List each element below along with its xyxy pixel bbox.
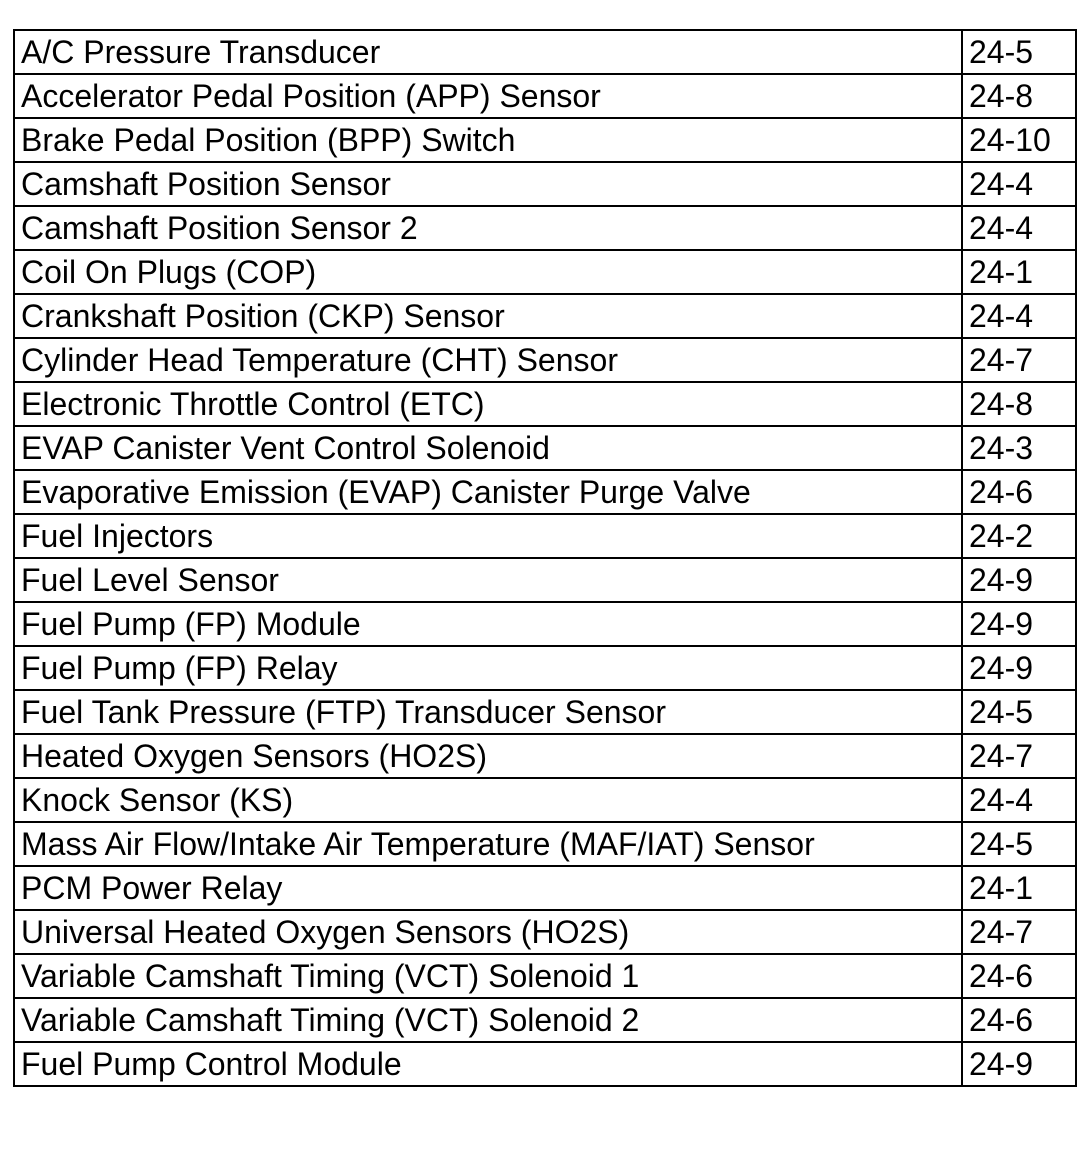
location-cell: 24-5 [962,822,1076,866]
location-cell: 24-5 [962,690,1076,734]
table-row [14,646,1076,690]
component-name-cell: Cylinder Head Temperature (CHT) Sensor [14,338,962,382]
component-name-cell: Accelerator Pedal Position (APP) Sensor [14,74,962,118]
location-cell: 24-7 [962,338,1076,382]
table-row [14,162,1076,206]
component-location-table [13,29,1077,1087]
location-cell: 24-10 [962,118,1076,162]
table-row [14,470,1076,514]
component-name-cell: Fuel Injectors [14,514,962,558]
component-name-cell: EVAP Canister Vent Control Solenoid [14,426,962,470]
location-cell: 24-3 [962,426,1076,470]
component-name-cell: Fuel Level Sensor [14,558,962,602]
table-row [14,954,1076,998]
component-name-cell: Mass Air Flow/Intake Air Temperature (MAF/IAT) Sensor [14,822,962,866]
table-row [14,602,1076,646]
component-name-cell: Fuel Pump (FP) Module [14,602,962,646]
component-name-cell: PCM Power Relay [14,866,962,910]
component-name-cell: Fuel Pump (FP) Relay [14,646,962,690]
table-row [14,910,1076,954]
location-cell: 24-9 [962,602,1076,646]
table-row [14,74,1076,118]
table-row [14,866,1076,910]
table-row [14,206,1076,250]
table-row [14,734,1076,778]
location-cell: 24-6 [962,470,1076,514]
location-cell: 24-9 [962,558,1076,602]
component-name-cell: Crankshaft Position (CKP) Sensor [14,294,962,338]
location-cell: 24-4 [962,162,1076,206]
component-name-cell: Electronic Throttle Control (ETC) [14,382,962,426]
table-row [14,294,1076,338]
location-cell: 24-4 [962,206,1076,250]
table-row [14,778,1076,822]
table-row [14,426,1076,470]
table-row [14,338,1076,382]
table-row [14,514,1076,558]
location-cell: 24-8 [962,74,1076,118]
component-name-cell: Universal Heated Oxygen Sensors (HO2S) [14,910,962,954]
table-row [14,382,1076,426]
table-row [14,822,1076,866]
component-name-cell: Variable Camshaft Timing (VCT) Solenoid 2 [14,998,962,1042]
location-cell: 24-8 [962,382,1076,426]
location-cell: 24-7 [962,734,1076,778]
component-name-cell: Knock Sensor (KS) [14,778,962,822]
location-cell: 24-6 [962,998,1076,1042]
location-cell: 24-9 [962,646,1076,690]
component-name-cell: Brake Pedal Position (BPP) Switch [14,118,962,162]
location-cell: 24-9 [962,1042,1076,1086]
component-name-cell: A/C Pressure Transducer [14,30,962,74]
component-name-cell: Fuel Pump Control Module [14,1042,962,1086]
component-name-cell: Heated Oxygen Sensors (HO2S) [14,734,962,778]
table-row [14,690,1076,734]
table-row [14,1042,1076,1086]
component-name-cell: Evaporative Emission (EVAP) Canister Purge Valve [14,470,962,514]
component-name-cell: Camshaft Position Sensor [14,162,962,206]
table-row [14,118,1076,162]
location-cell: 24-1 [962,866,1076,910]
table-body [14,30,1076,1086]
location-cell: 24-5 [962,30,1076,74]
location-cell: 24-4 [962,778,1076,822]
location-cell: 24-4 [962,294,1076,338]
component-name-cell: Fuel Tank Pressure (FTP) Transducer Sensor [14,690,962,734]
table-row [14,558,1076,602]
component-name-cell: Camshaft Position Sensor 2 [14,206,962,250]
component-name-cell: Coil On Plugs (COP) [14,250,962,294]
table-row [14,998,1076,1042]
location-cell: 24-1 [962,250,1076,294]
location-cell: 24-2 [962,514,1076,558]
location-cell: 24-7 [962,910,1076,954]
location-cell: 24-6 [962,954,1076,998]
table-row [14,30,1076,74]
component-name-cell: Variable Camshaft Timing (VCT) Solenoid 1 [14,954,962,998]
table-row [14,250,1076,294]
